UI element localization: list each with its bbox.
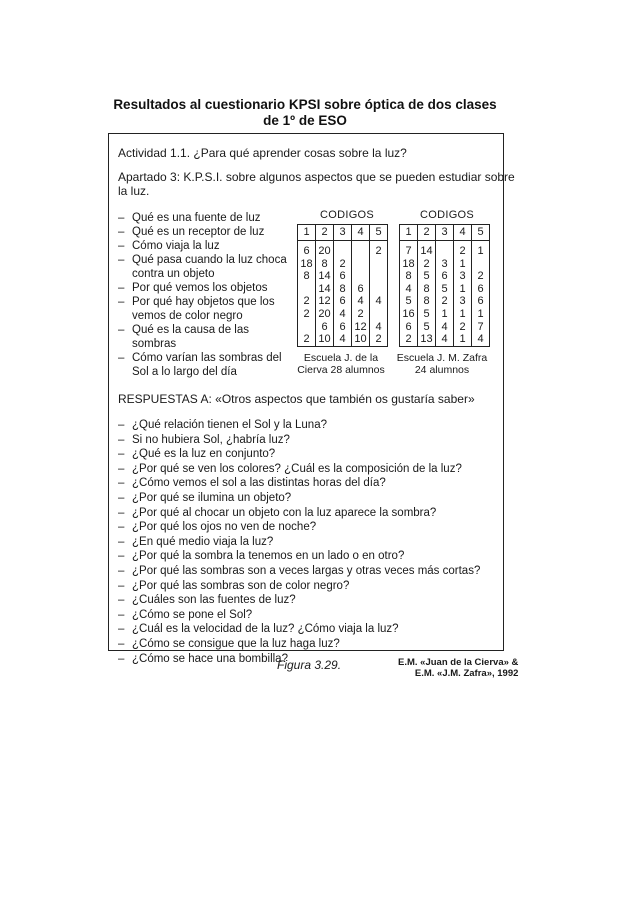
table-cell (370, 258, 388, 271)
table-cell (436, 245, 454, 258)
table-cell: 6 (352, 283, 370, 296)
table-cell: 6 (334, 295, 352, 308)
table-row (400, 333, 490, 346)
code-header-cell: 1 (400, 225, 418, 241)
table-cell: 2 (370, 245, 388, 258)
table-cell: 3 (454, 270, 472, 283)
table-cell: 10 (352, 333, 370, 346)
table-cell: 14 (316, 270, 334, 283)
results-table-zafra (399, 224, 490, 347)
kpsi-item-continuation: sombras (132, 338, 177, 350)
kpsi-item-continuation: contra un objeto (132, 268, 215, 280)
table-cell: 1 (454, 333, 472, 346)
table-cell: 6 (298, 245, 316, 258)
code-header-cell: 2 (316, 225, 334, 241)
table-cell (370, 270, 388, 283)
table-cell: 4 (400, 283, 418, 296)
table-cell: 2 (334, 258, 352, 271)
table-cell: 5 (418, 270, 436, 283)
table-cell: 20 (316, 308, 334, 321)
table-row (400, 258, 490, 271)
table-cell: 18 (400, 258, 418, 271)
table-cell: 2 (454, 321, 472, 334)
code-header-cell: 4 (454, 225, 472, 241)
table-cell (370, 283, 388, 296)
table-cell: 8 (400, 270, 418, 283)
table-cell: 5 (418, 308, 436, 321)
table-cell (298, 283, 316, 296)
table-cell: 5 (400, 295, 418, 308)
table-row (400, 308, 490, 321)
table1-caption: Escuela J. de la Cierva 28 alumnos (297, 352, 385, 376)
code-header-cell: 3 (334, 225, 352, 241)
table-cell: 1 (454, 283, 472, 296)
table-cell: 7 (472, 321, 490, 334)
table-cell (352, 270, 370, 283)
table-row (400, 245, 490, 258)
table-cell: 6 (334, 270, 352, 283)
table-cell: 2 (472, 270, 490, 283)
table-cell: 2 (352, 308, 370, 321)
table-row (298, 283, 388, 296)
table-cell: 3 (454, 295, 472, 308)
code-header-cell: 5 (370, 225, 388, 241)
code-header-cell: 5 (472, 225, 490, 241)
title-line-2: de 1º de ESO (263, 113, 347, 128)
table-row (298, 321, 388, 334)
credit: E.M. «Juan de la Cierva» & E.M. «J.M. Zafra», 1992 (398, 657, 519, 679)
table-cell: 4 (472, 333, 490, 346)
table-cell: 12 (352, 321, 370, 334)
table-cell (298, 321, 316, 334)
table-cell: 6 (400, 321, 418, 334)
table-cell: 10 (316, 333, 334, 346)
table-cell: 1 (454, 308, 472, 321)
figure-label: Figura 3.29. (277, 658, 342, 672)
table-cell: 6 (334, 321, 352, 334)
kpsi-item-continuation: vemos de color negro (132, 310, 243, 322)
table-row (400, 270, 490, 283)
table-cell: 4 (436, 321, 454, 334)
table-cell: 2 (298, 333, 316, 346)
apartado-line-2: la luz. (118, 184, 150, 198)
table-cell: 8 (298, 270, 316, 283)
table-cell: 6 (316, 321, 334, 334)
results-table-cierva (297, 224, 388, 347)
code-header-cell: 4 (352, 225, 370, 241)
table-cell: 14 (418, 245, 436, 258)
table-cell: 3 (436, 258, 454, 271)
table-cell: 6 (436, 270, 454, 283)
code-header-cell: 1 (298, 225, 316, 241)
table-cell: 18 (298, 258, 316, 271)
table-cell: 16 (400, 308, 418, 321)
table-cell: 6 (472, 283, 490, 296)
table-row (400, 295, 490, 308)
table-cell: 12 (316, 295, 334, 308)
title-line-1: Resultados al cuestionario KPSI sobre óptica de dos clases (113, 97, 497, 112)
table-cell: 2 (400, 333, 418, 346)
apartado-line-1: Apartado 3: K.P.S.I. sobre algunos aspectos que se pueden estudiar sobre (118, 170, 515, 184)
table-row (298, 333, 388, 346)
page-title (110, 97, 500, 129)
table-cell: 4 (334, 333, 352, 346)
table-cell: 2 (454, 245, 472, 258)
table-row (298, 270, 388, 283)
table-cell: 13 (418, 333, 436, 346)
table-cell: 14 (316, 283, 334, 296)
table-cell: 1 (472, 245, 490, 258)
table-row (400, 283, 490, 296)
code-header-cell: 2 (418, 225, 436, 241)
actividad-text: Actividad 1.1. ¿Para qué aprender cosas sobre la luz? (118, 146, 407, 160)
codes-label-2: CODIGOS (420, 209, 475, 221)
codes-label-1: CODIGOS (320, 209, 375, 221)
table-cell: 8 (334, 283, 352, 296)
table-cell: 4 (436, 333, 454, 346)
table-cell: 1 (472, 308, 490, 321)
table-cell (352, 245, 370, 258)
table-cell: 8 (316, 258, 334, 271)
kpsi-item-continuation: Sol a lo largo del día (132, 366, 237, 378)
respuestas-heading: RESPUESTAS A: «Otros aspectos que también os gustaría saber» (118, 392, 475, 406)
table-cell: 8 (418, 283, 436, 296)
table-cell: 6 (472, 295, 490, 308)
table-row (298, 258, 388, 271)
table-row (298, 245, 388, 258)
table-cell: 2 (370, 333, 388, 346)
table-cell: 2 (298, 308, 316, 321)
table-cell (352, 258, 370, 271)
table-cell: 4 (370, 321, 388, 334)
table-cell (472, 258, 490, 271)
table-cell: 2 (436, 295, 454, 308)
table-cell: 20 (316, 245, 334, 258)
table-cell: 4 (352, 295, 370, 308)
table-row (298, 308, 388, 321)
table-cell: 5 (418, 321, 436, 334)
table-cell (370, 308, 388, 321)
table-cell: 7 (400, 245, 418, 258)
table-cell: 1 (436, 308, 454, 321)
table-row (298, 295, 388, 308)
table-cell: 2 (418, 258, 436, 271)
table-cell: 4 (334, 308, 352, 321)
code-header-cell: 3 (436, 225, 454, 241)
table-cell: 5 (436, 283, 454, 296)
table-cell: 2 (298, 295, 316, 308)
table2-caption: Escuela J. M. Zafra 24 alumnos (396, 352, 488, 376)
table-cell: 4 (370, 295, 388, 308)
table-cell (334, 245, 352, 258)
table-row (400, 321, 490, 334)
table-cell: 1 (454, 258, 472, 271)
table-cell: 8 (418, 295, 436, 308)
